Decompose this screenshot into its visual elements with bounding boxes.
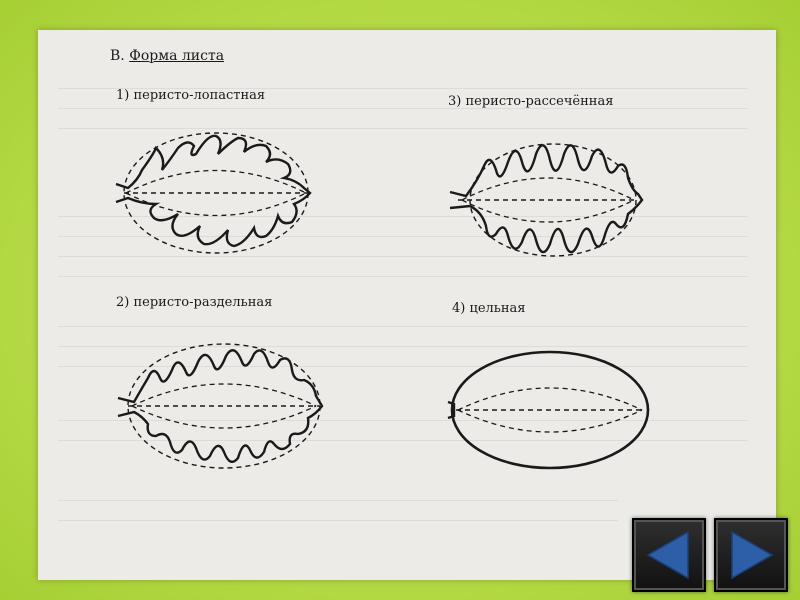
back-button[interactable]: [632, 518, 706, 592]
leaf-diagrams: [38, 30, 776, 580]
triangle-left-icon: [634, 520, 704, 590]
leaf-parted-diagram: [118, 344, 322, 468]
section-letter: В.: [110, 48, 125, 64]
leaf-entire-diagram: [448, 352, 648, 468]
leaf-label-entire: 4) цельная: [452, 301, 526, 316]
leaf-lobed-diagram: [116, 133, 310, 253]
section-title-text: Форма листа: [129, 48, 225, 64]
leaf-label-lobed: 1) перисто-лопастная: [116, 88, 266, 103]
leaf-dissected-diagram: [450, 144, 642, 256]
leaf-label-parted: 2) перисто-раздельная: [116, 295, 273, 310]
slide-page: [38, 30, 776, 580]
leaf-label-dissected: 3) перисто-рассечённая: [448, 94, 614, 109]
triangle-right-icon: [716, 520, 786, 590]
forward-button[interactable]: [714, 518, 788, 592]
